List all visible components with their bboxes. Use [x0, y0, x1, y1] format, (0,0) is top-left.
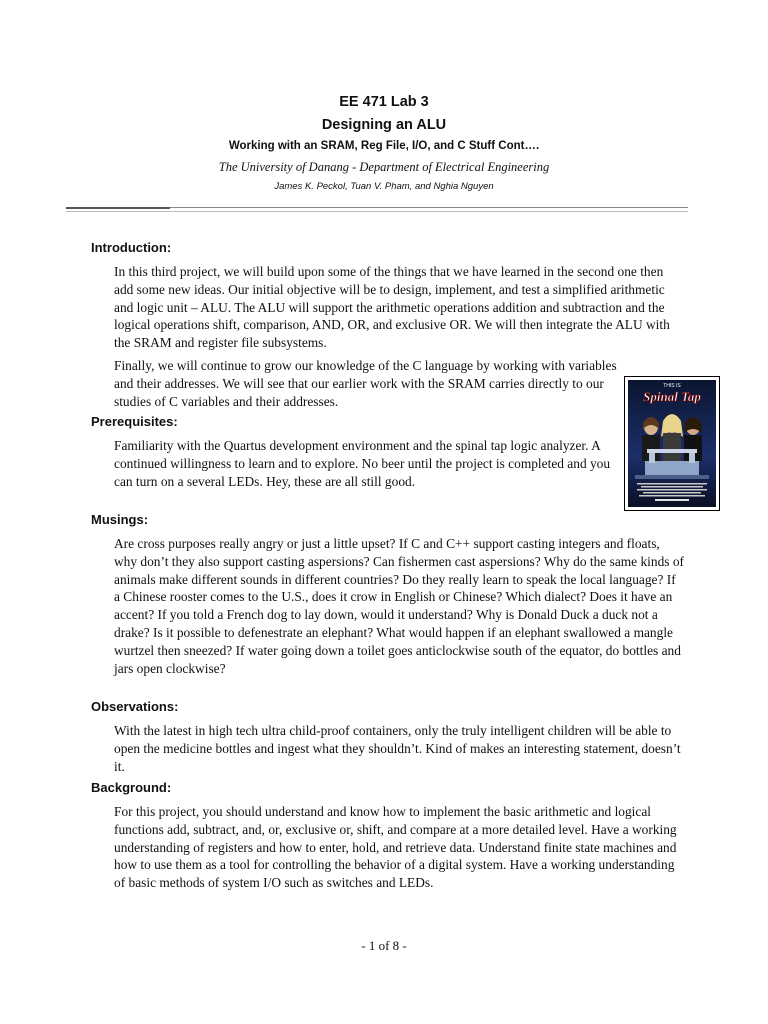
authors: James K. Peckol, Tuan V. Pham, and Nghia Nguyen [274, 181, 494, 192]
prerequisites-paragraph: Familiarity with the Quartus development environment and the spinal tap logic analyzer. A continued willingness to learn and to explore. No beer until the project is completed and you can turn on a several LEDs. Hey, these are all still good. [114, 438, 611, 489]
prerequisites-heading: Prerequisites: [91, 414, 178, 429]
introduction-paragraph-2: Finally, we will continue to grow our knowledge of the C language by working with variables and their addresses. We will see that our earlier work with the SRAM carries directly to our studies of C variables and their addresses. [114, 358, 617, 409]
poster-top-text: THIS IS [663, 383, 681, 389]
poster-illustration [625, 377, 719, 510]
institution: The University of Danang - Department of Electrical Engineering [218, 160, 550, 174]
musings-paragraph: Are cross purposes really angry or just a little upset? If C and C++ support casting integers and floats, why don’t they also support casting aspersions? Can fishermen cast aspersions? Why do the same kinds of animals make different sounds in different countries? Do they really learn to speak the local language? If a Chinese rooster comes to the U.S., does it crow in English or Chinese? Which dialect? Does it have an accent? If you told a French dog to lay down, would it understand? Why is Donald Duck a duck not a drake? Is it possible to defenestrate an elephant? What would happen if an elephant swallowed a mangle wurtzel then sneezed? If water going down a toilet goes anticlockwise south of the equator, do bottles and jars open clockwise? [114, 536, 684, 676]
introduction-heading: Introduction: [91, 240, 172, 255]
page-number: - 1 of 8 - [361, 938, 407, 953]
introduction-paragraph: In this third project, we will build upon some of the things that we have learned in the second one then add some new ideas. Our initial objective will be to design, implement, and test a simplified arithmetic and logic unit – ALU. The ALU will support the arithmetic operations addition and subtraction and the logical operations shift, comparison, AND, OR, and exclusive OR. We will then integrate the ALU with the SRAM and register file subsystems. [114, 264, 670, 351]
observations-paragraph: With the latest in high tech ultra child-proof containers, only the truly intelligent children will be able to open the medicine bottles and ingest what they shouldn’t. Kind of makes an interesting statement, doesn’t it. [114, 723, 681, 774]
course-title: EE 471 Lab 3 [339, 94, 429, 110]
header-divider-secondary [66, 211, 688, 212]
lab-subtitle: Working with an SRAM, Reg File, I/O, and C Stuff Cont…. [228, 140, 540, 152]
background-heading: Background: [91, 780, 172, 795]
poster-logo-text: Spinal Tap [643, 389, 701, 404]
spinal-tap-poster-image [624, 376, 720, 511]
observations-heading: Observations: [91, 699, 179, 714]
header-divider-accent [66, 207, 170, 209]
musings-heading: Musings: [91, 512, 149, 527]
background-paragraph: For this project, you should understand and know how to implement the basic arithmetic and logical functions add, subtract, and, or, exclusive or, shift, and compare at a more detailed level. Have a working understanding of registers and how to enter, hold, and retrieve data. Understand finite state machines and how to use them as a tool for controlling the behavior of a digital system. Have a working understanding of basic methods of system I/O such as switches and LEDs. [114, 804, 677, 891]
lab-title: Designing an ALU [321, 117, 447, 133]
